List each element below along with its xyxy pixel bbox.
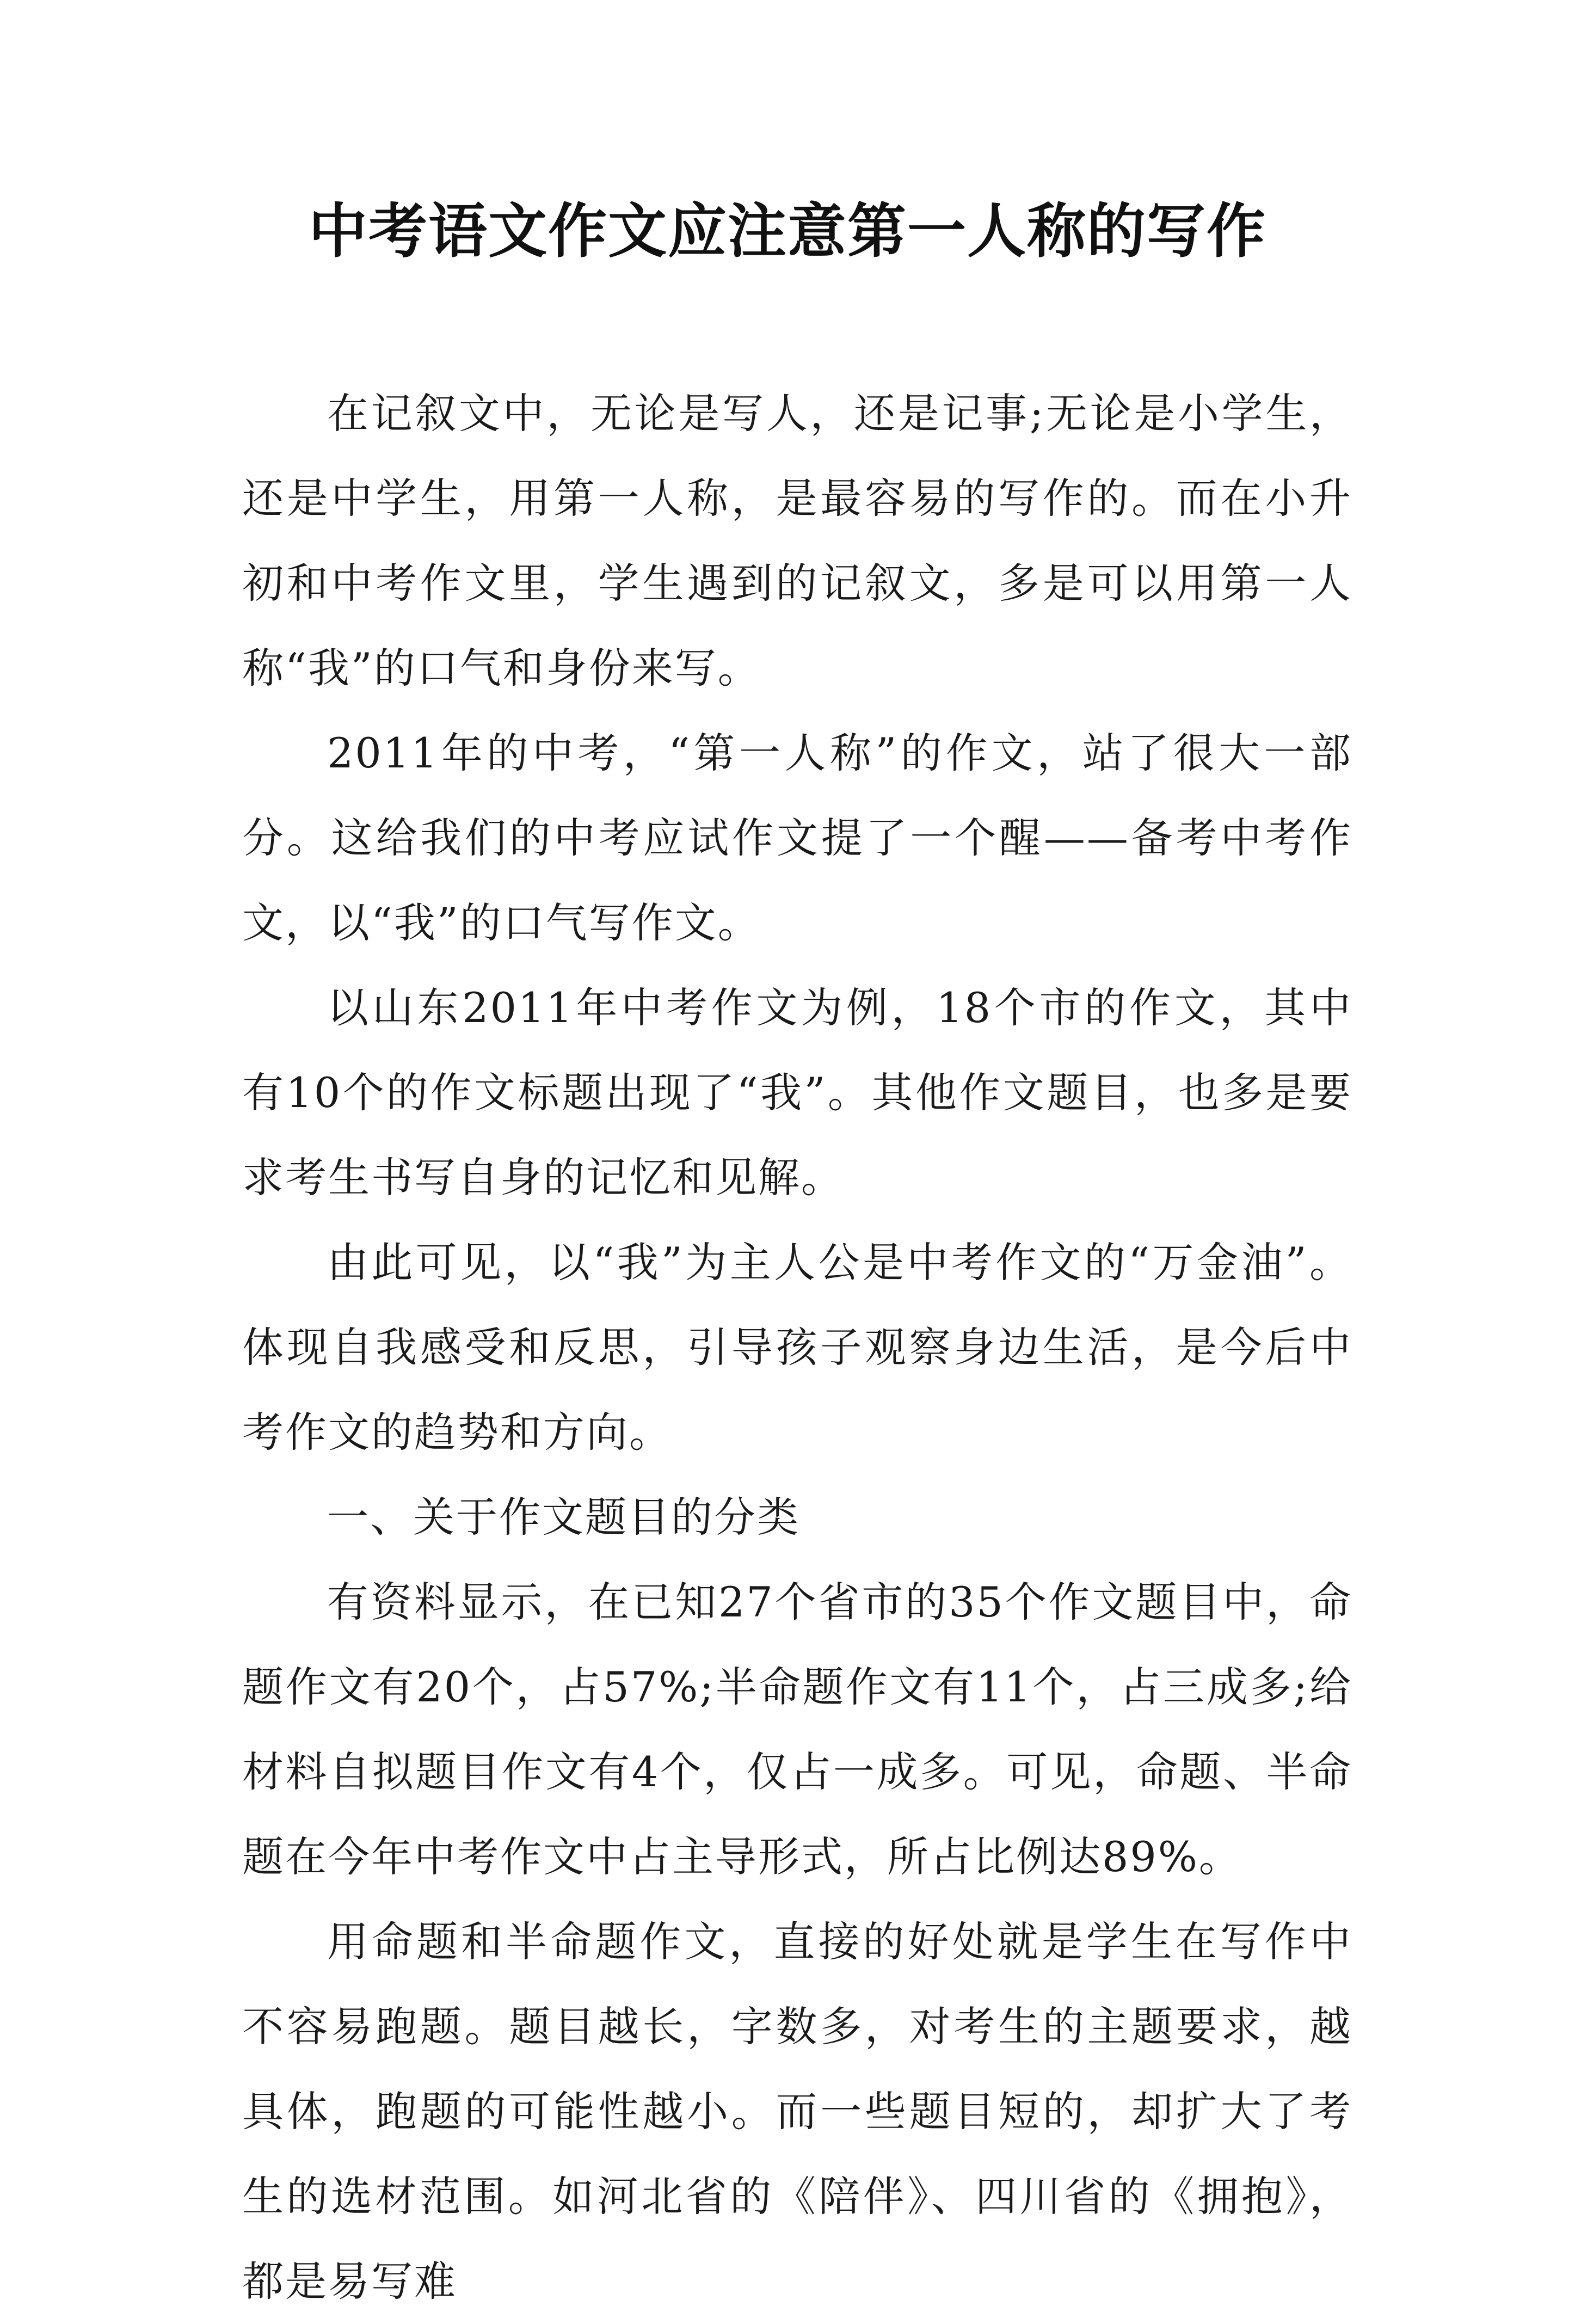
- paragraph: 以山东2011年中考作文为例，18个市的作文，其中有10个的作文标题出现了“我”。其他作文题目，也多是要求考生书写自身的记忆和见解。: [242, 983, 1352, 1202]
- paragraph: 由此可见，以“我”为主人公是中考作文的“万金油”。体现自我感受和反思，引导孩子观察身边生活，是今后中考作文的趋势和方向。: [242, 1238, 1352, 1456]
- section-heading: 一、关于作文题目的分类: [327, 1493, 800, 1541]
- document-title: 中考语文作文应注意第一人称的写作: [308, 197, 1266, 266]
- document-body: [242, 371, 1352, 2324]
- paragraph: 用命题和半命题作文，直接的好处就是学生在写作中不容易跑题。题目越长，字数多，对考生的主题要求，越具体，跑题的可能性越小。而一些题目短的，却扩大了考生的选材范围。如河北省的《陪伴》、四川省的《拥抱》，都是易写难: [242, 1917, 1352, 2305]
- paragraph: 有资料显示，在已知27个省市的35个作文题目中，命题作文有20个，占57%;半命题作文有11个，占三成多;给材料自拟题目作文有4个，仅占一成多。可见，命题、半命题在今年中考作文中占主导形式，所占比例达89%。: [242, 1578, 1352, 1881]
- paragraph: 在记叙文中，无论是写人，还是记事;无论是小学生，还是中学生，用第一人称，是最容易的写作的。而在小升初和中考作文里，学生遇到的记叙文，多是可以用第一人称“我”的口气和身份来写。: [242, 389, 1352, 692]
- paragraph: 2011年的中考，“第一人称”的作文，站了很大一部分。这给我们的中考应试作文提了一个醒——备考中考作文，以“我”的口气写作文。: [242, 729, 1352, 947]
